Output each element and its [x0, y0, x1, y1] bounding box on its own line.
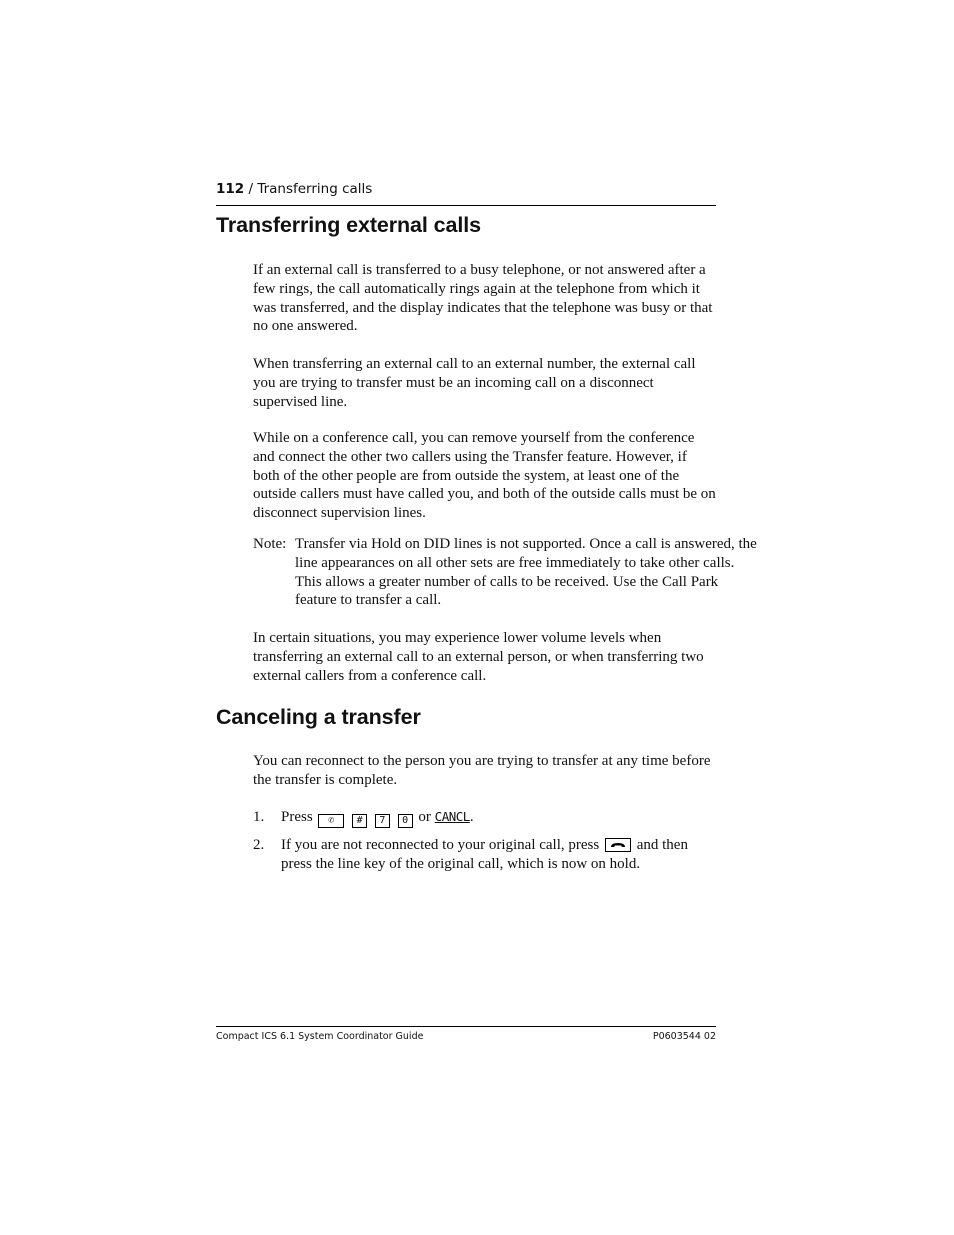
- footer-document-number: P0603544 02: [652, 1031, 716, 1042]
- step-end-punctuation: .: [469, 809, 474, 825]
- note-text: Transfer via Hold on DID lines is not supported. Once a call is answered, the line appearances on all other sets are free immediately to take other calls. This allows a greater number of calls to be received. Use the Call Park feature to transfer a call.: [295, 536, 757, 609]
- step-text-after: and then press the line key of the original call, which is now on hold.: [281, 837, 688, 872]
- section-title-transferring-external-calls: Transferring external calls: [216, 213, 481, 237]
- running-header: [216, 180, 716, 198]
- feature-key-icon: ✆: [318, 814, 344, 828]
- release-handset-icon: [605, 838, 631, 852]
- footer-divider: [216, 1026, 716, 1027]
- step-1: [253, 808, 716, 828]
- note: [253, 535, 758, 610]
- note-label: Note:: [253, 536, 287, 552]
- cancl-softkey: CANCL: [434, 809, 470, 824]
- header-section-title: / Transferring calls: [248, 181, 373, 197]
- step-2: [253, 836, 716, 874]
- step-press-label: Press: [281, 809, 313, 825]
- section-title-canceling-a-transfer: Canceling a transfer: [216, 705, 421, 729]
- header-divider: [216, 205, 716, 206]
- footer-guide-title: Compact ICS 6.1 System Coordinator Guide: [216, 1031, 424, 1042]
- seven-key-icon: 7: [375, 814, 390, 828]
- zero-key-icon: 0: [398, 814, 413, 828]
- step-or-label: or: [418, 809, 431, 825]
- paragraph-conference-call: While on a conference call, you can remove yourself from the conference and connect the other two callers using the Transfer feature. However, if both of the other people are from outside the system, at least one of the outside callers must have called you, and both of the outside calls must be on disconnect supervision lines.: [253, 430, 716, 522]
- step-number: 2.: [253, 837, 265, 853]
- hash-key-icon: #: [352, 814, 367, 828]
- paragraph-external-number: When transferring an external call to an external number, the external call you are trying to transfer must be an incoming call on a disconnect supervised line.: [253, 356, 696, 410]
- step-number: 1.: [253, 809, 265, 825]
- paragraph-busy-telephone: If an external call is transferred to a busy telephone, or not answered after a few rings, the call automatically rings again at the telephone from which it was transferred, and the display indicates that the telephone was busy or that no one answered.: [253, 262, 713, 335]
- step-text-before: If you are not reconnected to your original call, press: [281, 837, 600, 853]
- page-number: 112: [216, 181, 245, 197]
- paragraph-reconnect-intro: You can reconnect to the person you are trying to transfer at any time before the transfer is complete.: [253, 753, 711, 788]
- paragraph-volume-levels: In certain situations, you may experience lower volume levels when transferring an external call to an external person, or when transferring two external callers from a conference call.: [253, 630, 704, 684]
